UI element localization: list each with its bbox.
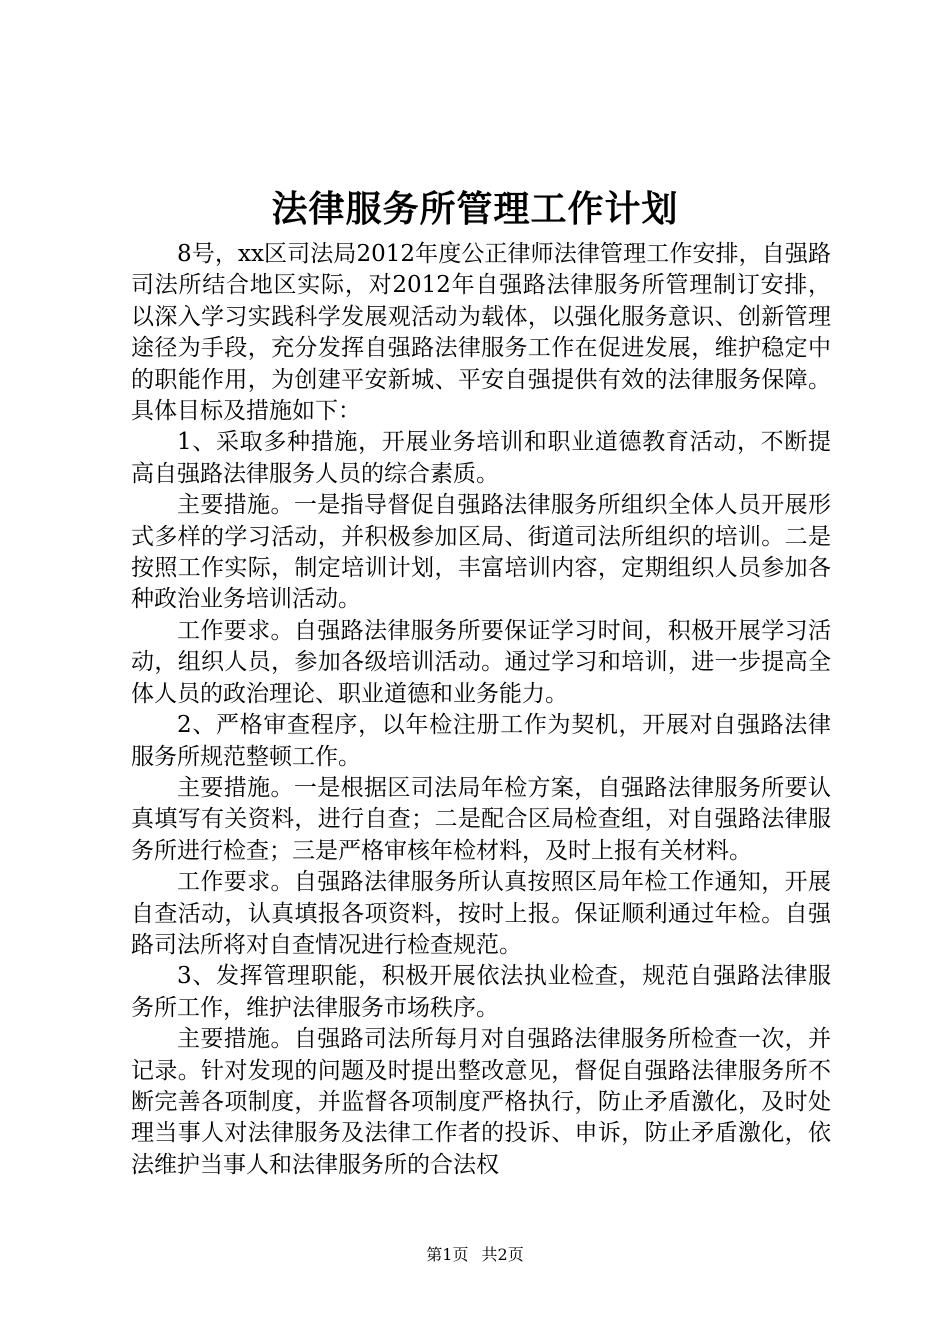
item-3-measures: 主要措施。自强路司法所每月对自强路法律服务所检查一次，并记录。针对发现的问题及时提出整改意见，督促自强路法律服务所不断完善各项制度，并监督各项制度严格执行，防止矛盾激化，及时处理当事人对法律服务及法律工作者的投诉、申诉，防止矛盾激化，依法维护当事人和法律服务所的合法权 [131, 1026, 831, 1178]
document-title: 法律服务所管理工作计划 [271, 188, 679, 230]
item-2-requirements: 工作要求。自强路法律服务所认真按照区局年检工作通知，开展自查活动，认真填报各项资料，按时上报。保证顺利通过年检。自强路司法所将对自查情况进行检查规范。 [131, 869, 831, 958]
item-1-measures: 主要措施。一是指导督促自强路法律服务所组织全体人员开展形式多样的学习活动，并积极参加区局、街道司法所组织的培训。二是按照工作实际，制定培训计划，丰富培训内容，定期组织人员参加各种政治业务培训活动。 [131, 492, 831, 613]
item-1-requirements: 工作要求。自强路法律服务所要保证学习时间，积极开展学习活动，组织人员，参加各级培训活动。通过学习和培训，进一步提高全体人员的政治理论、职业道德和业务能力。 [131, 617, 831, 707]
document-body [131, 239, 831, 1181]
item-3-heading: 3、发挥管理职能，积极开展依法执业检查，规范自强路法律服务所工作，维护法律服务市场秩序。 [131, 963, 831, 1021]
item-1-heading: 1、采取多种措施，开展业务培训和职业道德教育活动，不断提高自强路法律服务人员的综合素质。 [131, 429, 831, 487]
item-2-heading: 2、严格审查程序，以年检注册工作为契机，开展对自强路法律服务所规范整顿工作。 [131, 712, 831, 770]
page-number: 第1页 [426, 1245, 469, 1264]
page-total: 共2页 [481, 1245, 524, 1264]
page-footer [0, 1244, 950, 1266]
intro-paragraph: 8号，xx区司法局2012年度公正律师法律管理工作安排，自强路司法所结合地区实际，对2012年自强路法律服务所管理制订安排，以深入学习实践科学发展观活动为载体，以强化服务意识、创新管理途径为手段，充分发挥自强路法律服务工作在促进发展，维护稳定中的职能作用，为创建平安新城、平安自强提供有效的法律服务保障。具体目标及措施如下： [131, 241, 831, 425]
item-2-measures: 主要措施。一是根据区司法局年检方案，自强路法律服务所要认真填写有关资料，进行自查；二是配合区局检查组，对自强路法律服务所进行检查；三是严格审核年检材料，及时上报有关材料。 [131, 774, 831, 864]
